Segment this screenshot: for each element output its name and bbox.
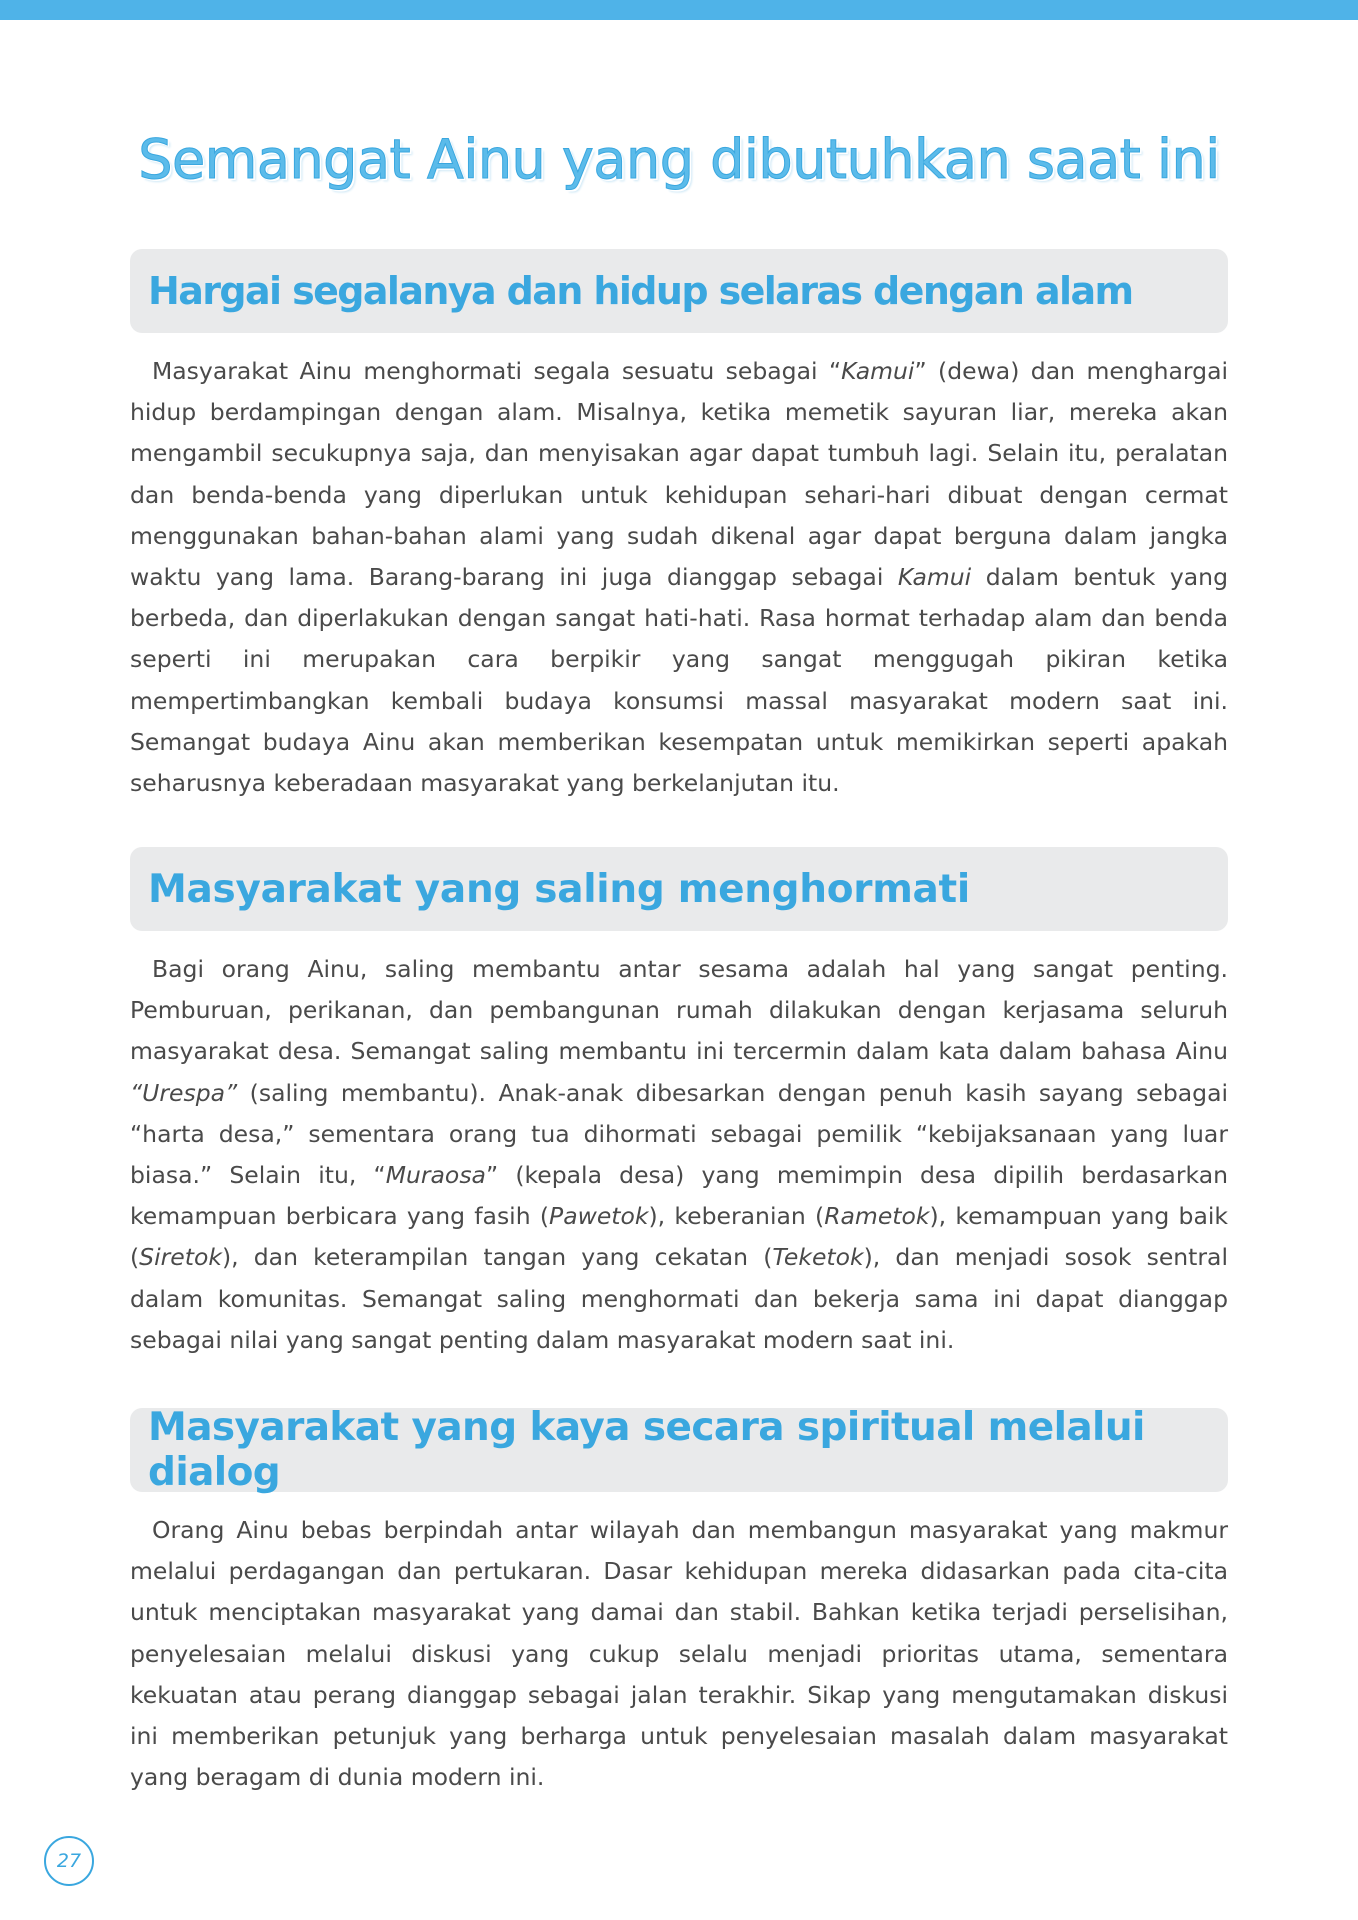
section-header xyxy=(130,1405,1228,1495)
section-header xyxy=(130,249,1228,333)
page-number: 27 xyxy=(56,1850,82,1872)
text-run: ), dan menjadi sosok sentral dalam komunitas. Semangat saling menghormati dan bekerja sama ini dapat dianggap sebagai nilai yang sangat penting dalam masyarakat modern saat ini. xyxy=(130,1243,1228,1354)
section-harmony-with-nature xyxy=(130,249,1228,804)
section-heading: Masyarakat yang saling menghormati xyxy=(148,866,970,912)
section-heading: Masyarakat yang kaya secara spiritual melalui dialog xyxy=(148,1405,1145,1495)
text-run: ” (dewa) dan menghargai hidup berdampingan dengan alam. Misalnya, ketika memetik sayuran liar, mereka akan mengambil secukupnya saja, dan menyisakan agar dapat tumbuh lagi. Selain itu, peralatan dan benda-benda yang diperlukan untuk kehidupan sehari-hari dibuat dengan cermat menggunakan bahan-bahan alami yang sudah dikenal agar dapat berguna dalam jangka waktu yang lama. Barang-barang ini juga dianggap sebagai xyxy=(130,357,1228,592)
text-run: ), dan keterampilan tangan yang cekatan ( xyxy=(221,1243,773,1272)
section-paragraph xyxy=(130,1510,1228,1798)
page-title: Semangat Ainu yang dibutuhkan saat ini xyxy=(138,128,1220,191)
italic-term: Teketok xyxy=(772,1243,864,1272)
section-paragraph xyxy=(130,351,1228,804)
section-heading: Hargai segalanya dan hidup selaras dengan alam xyxy=(148,269,1133,313)
text-run: Bagi orang Ainu, saling membantu antar sesama adalah hal yang sangat penting. Pemburuan, perikanan, dan pembangunan rumah dilakukan dengan kerjasama seluruh masyarakat desa. Semangat saling membantu ini tercermin dalam kata dalam bahasa Ainu xyxy=(130,955,1228,1066)
section-header xyxy=(130,847,1228,931)
italic-term: Kamui xyxy=(897,563,972,592)
text-run: (saling membantu). Anak-anak dibesarkan dengan penuh kasih sayang sebagai “harta desa,” sementara orang tua dihormati sebagai pemilik “kebijaksanaan yang luar biasa.” Selain itu, “ xyxy=(130,1078,1228,1190)
text-run: dalam bentuk yang berbeda, dan diperlakukan dengan sangat hati-hati. Rasa hormat terhadap alam dan benda seperti ini merupakan cara berpikir yang sangat menggugah pikiran ketika mempertimbangkan kembali budaya konsumsi massal masyarakat modern saat ini. Semangat budaya Ainu akan memberikan kesempatan untuk memikirkan seperti apakah seharusnya keberadaan masyarakat yang berkelanjutan itu. xyxy=(130,563,1228,798)
italic-term: Rametok xyxy=(824,1202,930,1231)
italic-term: Kamui xyxy=(841,357,915,385)
italic-term: “Urespa” xyxy=(130,1078,238,1107)
section-mutual-respect xyxy=(130,847,1228,1361)
italic-term: Siretok xyxy=(139,1243,222,1272)
section-paragraph xyxy=(130,949,1228,1361)
page-number-badge xyxy=(44,1836,94,1886)
text-run: ), keberanian ( xyxy=(648,1202,825,1231)
text-run: ” (kepala desa) yang memimpin desa dipilih berdasarkan kemampuan berbicara yang fasih ( xyxy=(130,1161,1228,1231)
section-spiritual-dialog xyxy=(130,1405,1228,1798)
italic-term: Pawetok xyxy=(549,1202,649,1231)
italic-term: Muraosa xyxy=(385,1161,486,1190)
text-run: ), kemampuan yang baik ( xyxy=(130,1202,1228,1272)
text-run: Orang Ainu bebas berpindah antar wilayah dan membangun masyarakat yang makmur melalui perdagangan dan pertukaran. Dasar kehidupan mereka didasarkan pada cita-cita untuk menciptakan masyarakat yang damai dan stabil. Bahkan ketika terjadi perselisihan, penyelesaian melalui diskusi yang cukup selalu menjadi prioritas utama, sementara kekuatan atau perang dianggap sebagai jalan terakhir. Sikap yang mengutamakan diskusi ini memberikan petunjuk yang berharga untuk penyelesaian masalah dalam masyarakat yang beragam di dunia modern ini. xyxy=(130,1516,1228,1792)
text-run: Masyarakat Ainu menghormati segala sesuatu sebagai “ xyxy=(152,357,842,385)
top-accent-bar xyxy=(0,0,1358,20)
